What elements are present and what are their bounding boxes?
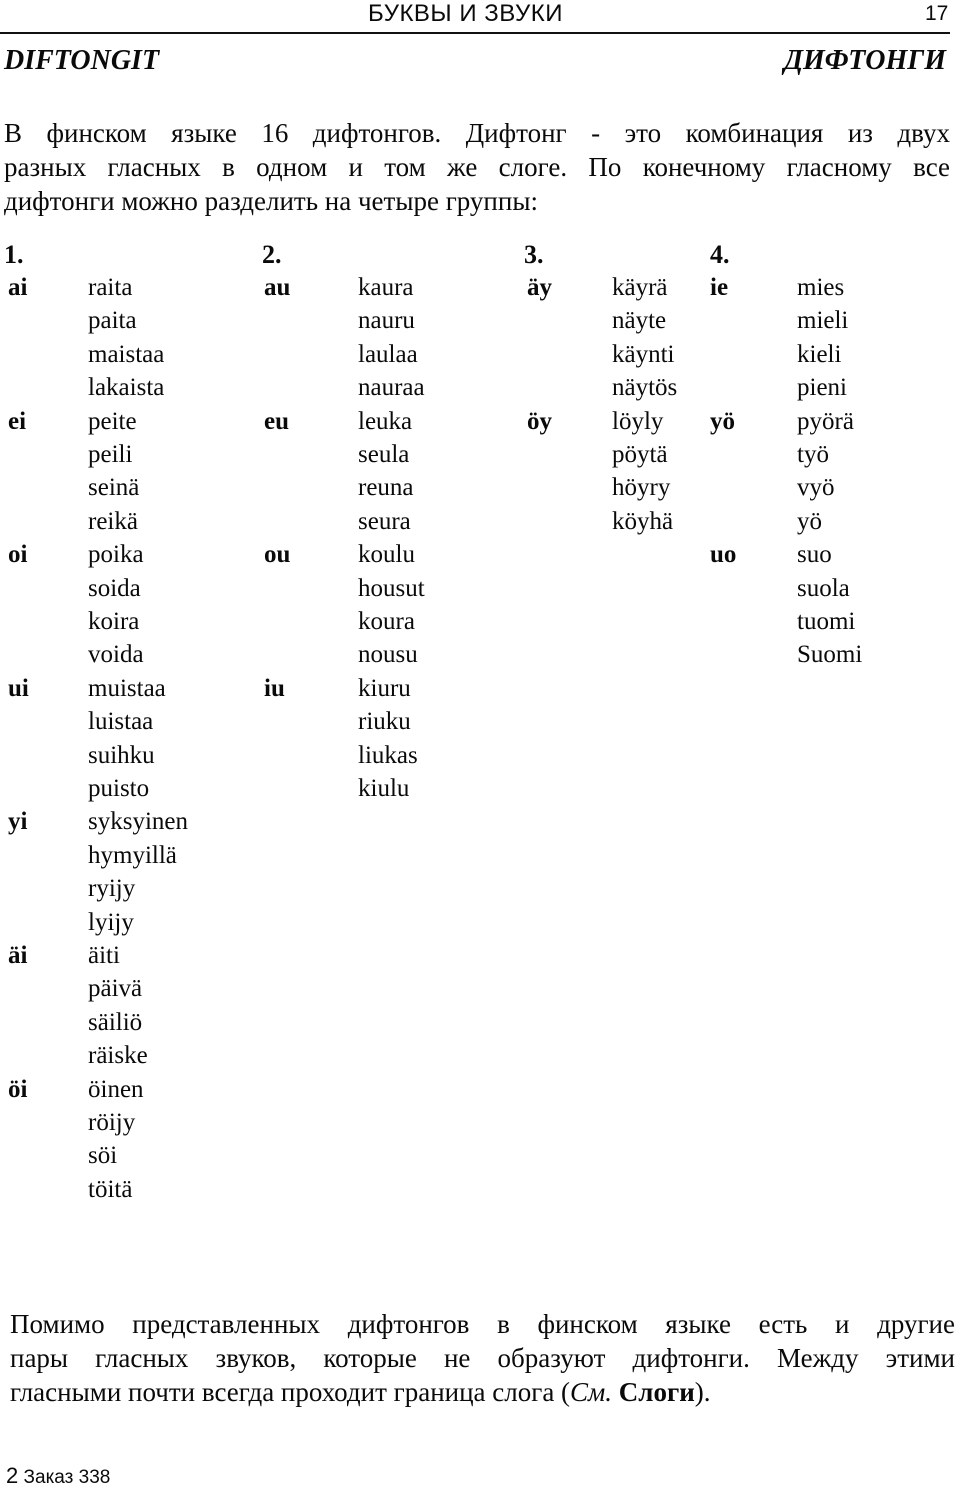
example-word: Suomi xyxy=(797,641,863,669)
diphthong-label: äi xyxy=(8,942,28,969)
diphthong-label: uo xyxy=(710,541,737,569)
example-word: nousu xyxy=(358,641,418,669)
example-word: koira xyxy=(88,608,140,635)
example-word: reuna xyxy=(358,474,414,502)
example-word: ryijy xyxy=(88,875,136,903)
example-word: kiuru xyxy=(358,674,411,702)
example-word: seura xyxy=(358,507,411,535)
example-word: öinen xyxy=(88,1075,144,1103)
closing-text-end: ). xyxy=(694,1377,711,1407)
closing-space xyxy=(612,1377,619,1407)
syllables-reference: Слоги xyxy=(618,1377,695,1407)
page-number: 17 xyxy=(925,2,949,25)
example-word: töitä xyxy=(88,1175,133,1203)
example-word: käynti xyxy=(612,340,675,368)
example-word: hymyillä xyxy=(88,841,177,869)
closing-line: пары гласных звуков, которые не образуют дифтонги. Между этими xyxy=(10,1343,955,1373)
example-word: nauraa xyxy=(358,374,425,402)
example-word: pöytä xyxy=(612,441,668,468)
diphthong-label: eu xyxy=(264,407,289,435)
example-word: köyhä xyxy=(612,507,674,535)
diphthong-label: öi xyxy=(8,1075,28,1103)
example-word: suihku xyxy=(88,741,155,769)
diphthong-label: ou xyxy=(264,541,291,569)
diphthong-label: oi xyxy=(8,541,28,569)
example-word: lakaista xyxy=(88,374,165,402)
closing-line: Помимо представленных дифтонгов в финском языке есть и другие xyxy=(10,1309,955,1339)
example-word: housut xyxy=(358,574,425,602)
diphthong-label: ui xyxy=(8,674,29,702)
example-word: suola xyxy=(797,574,850,602)
example-word: pieni xyxy=(797,374,847,402)
intro-line: разных гласных в одном и том же слоге. По конечному гласному все xyxy=(4,152,950,182)
example-word: käyrä xyxy=(612,274,668,301)
diphthong-label: ei xyxy=(8,407,27,435)
example-word: paita xyxy=(88,307,137,335)
example-word: soida xyxy=(88,574,141,602)
section-title-russian: ДИФТОНГИ xyxy=(783,45,946,76)
diphthong-label: yö xyxy=(710,407,735,435)
example-word: reikä xyxy=(88,507,138,535)
example-word: vyö xyxy=(797,474,835,502)
example-word: löyly xyxy=(612,407,664,435)
example-word: peili xyxy=(88,441,133,468)
example-word: kiulu xyxy=(358,775,410,802)
example-word: päivä xyxy=(88,975,143,1003)
example-word: raita xyxy=(88,274,133,301)
example-word: peite xyxy=(88,407,137,435)
running-title: БУКВЫ И ЗВУКИ xyxy=(368,0,563,27)
example-word: luistaa xyxy=(88,708,154,736)
example-word: söi xyxy=(88,1142,118,1170)
example-word: näytös xyxy=(612,374,678,402)
example-word: näyte xyxy=(612,307,667,335)
diphthong-label: iu xyxy=(264,674,285,702)
example-word: tuomi xyxy=(797,608,856,635)
closing-text: гласными почти всегда проходит граница слога ( xyxy=(10,1377,571,1407)
example-word: kaura xyxy=(358,274,414,301)
example-word: kieli xyxy=(797,340,842,368)
example-word: säiliö xyxy=(88,1008,143,1036)
example-word: mies xyxy=(797,274,845,301)
example-word: voida xyxy=(88,641,144,669)
section-title-finnish: DIFTONGIT xyxy=(4,45,160,76)
sheet-number: 2 xyxy=(6,1463,19,1488)
example-word: leuka xyxy=(358,407,413,435)
example-word: seula xyxy=(358,441,410,468)
example-word: äiti xyxy=(88,942,120,969)
diphthong-label: äy xyxy=(527,274,552,301)
example-word: laulaa xyxy=(358,340,418,368)
closing-paragraph xyxy=(10,1307,955,1409)
example-word: syksyinen xyxy=(88,808,188,836)
diphthong-label: yi xyxy=(8,808,28,836)
example-word: koulu xyxy=(358,541,415,569)
example-word: maistaa xyxy=(88,340,165,368)
intro-line: дифтонги можно разделить на четыре группы: xyxy=(4,186,538,216)
example-word: työ xyxy=(797,441,829,468)
example-word: yö xyxy=(797,507,822,535)
group-number: 2. xyxy=(262,240,282,269)
diphthong-label: öy xyxy=(527,407,552,435)
closing-line xyxy=(10,1375,955,1409)
diphthong-label: au xyxy=(264,274,291,301)
example-word: nauru xyxy=(358,307,415,335)
print-footer xyxy=(6,1463,110,1489)
example-word: suo xyxy=(797,541,832,569)
example-word: muistaa xyxy=(88,674,166,702)
see-reference: См. xyxy=(570,1377,613,1407)
example-word: koura xyxy=(358,608,415,635)
example-word: höyry xyxy=(612,474,671,502)
group-number: 1. xyxy=(4,240,24,269)
example-word: pyörä xyxy=(797,407,854,435)
example-word: seinä xyxy=(88,474,140,502)
example-word: lyijy xyxy=(88,908,134,936)
example-word: puisto xyxy=(88,775,150,802)
example-word: mieli xyxy=(797,307,849,335)
group-number: 3. xyxy=(524,240,544,269)
diphthong-label: ie xyxy=(710,274,729,301)
example-word: riuku xyxy=(358,708,411,736)
diphthong-label: ai xyxy=(8,274,28,301)
order-number: Заказ 338 xyxy=(23,1467,111,1488)
example-word: liukas xyxy=(358,741,418,769)
example-word: poika xyxy=(88,541,144,569)
example-word: röijy xyxy=(88,1109,136,1136)
group-number: 4. xyxy=(710,240,730,269)
example-word: räiske xyxy=(88,1042,148,1070)
intro-line: В финском языке 16 дифтонгов. Дифтонг - это комбинация из двух xyxy=(4,118,950,148)
